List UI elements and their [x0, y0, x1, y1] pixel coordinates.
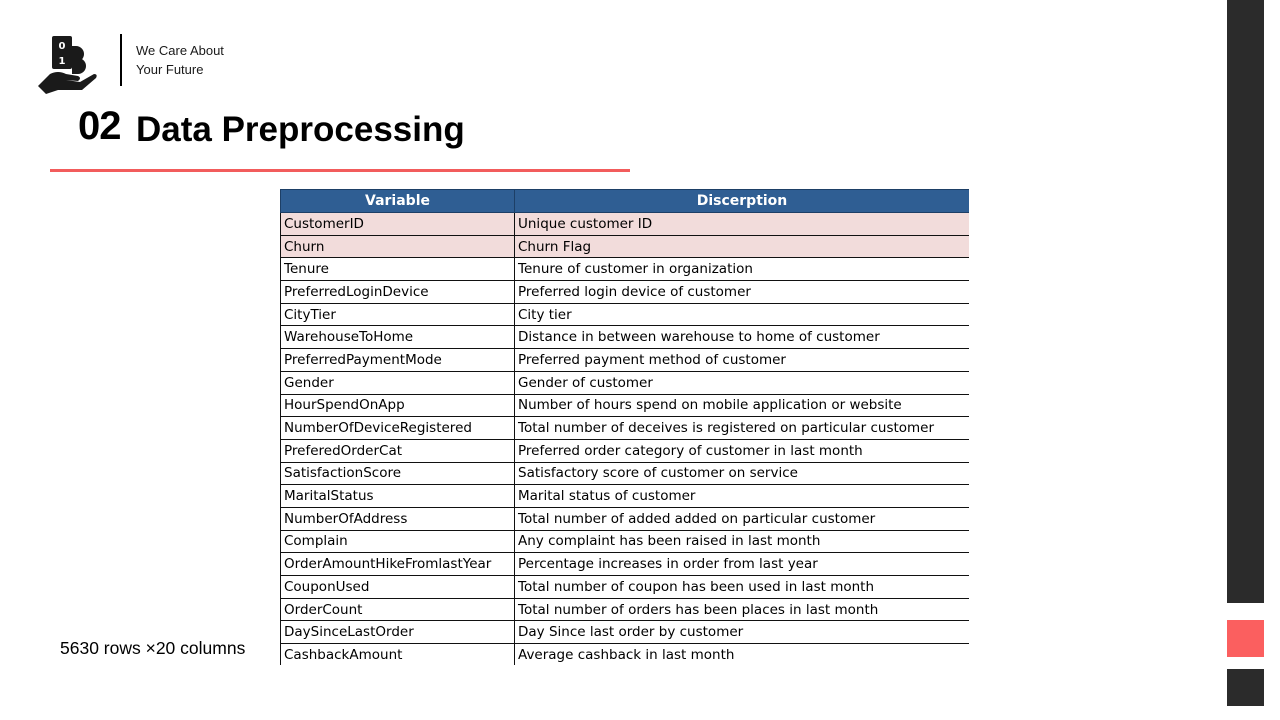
- table-row: [281, 349, 970, 372]
- column-header-variable: Variable: [281, 190, 515, 213]
- cell-variable: OrderAmountHikeFromlastYear: [281, 553, 515, 576]
- cell-description: Day Since last order by customer: [515, 621, 970, 644]
- table-row: [281, 439, 970, 462]
- cell-description: Gender of customer: [515, 371, 970, 394]
- table-row: [281, 530, 970, 553]
- table-row: [281, 621, 970, 644]
- cell-variable: CityTier: [281, 303, 515, 326]
- cell-description: Number of hours spend on mobile application or website: [515, 394, 970, 417]
- variables-table: [280, 189, 969, 665]
- cell-description: Preferred login device of customer: [515, 281, 970, 304]
- tagline-line-2: Your Future: [136, 62, 204, 77]
- dataset-size-note: 5630 rows ×20 columns: [60, 638, 246, 658]
- table-row: [281, 644, 970, 665]
- cell-description: Marital status of customer: [515, 485, 970, 508]
- cell-description: Churn Flag: [515, 235, 970, 258]
- side-bar-dark: [1227, 0, 1264, 603]
- cell-variable: NumberOfDeviceRegistered: [281, 417, 515, 440]
- cell-variable: MaritalStatus: [281, 485, 515, 508]
- cell-description: Satisfactory score of customer on service: [515, 462, 970, 485]
- table-header-row: [281, 190, 970, 213]
- cell-variable: PreferedOrderCat: [281, 439, 515, 462]
- cell-variable: NumberOfAddress: [281, 507, 515, 530]
- table-row: [281, 394, 970, 417]
- cell-variable: Tenure: [281, 258, 515, 281]
- title-underline: [50, 169, 630, 172]
- cell-description: Total number of coupon has been used in last month: [515, 576, 970, 599]
- svg-text:1: 1: [58, 56, 66, 67]
- section-number: 02: [78, 104, 121, 148]
- column-header-description: Discerption: [515, 190, 970, 213]
- cell-description: Distance in between warehouse to home of customer: [515, 326, 970, 349]
- cell-variable: PreferredPaymentMode: [281, 349, 515, 372]
- cell-description: Total number of added added on particular customer: [515, 507, 970, 530]
- cell-description: Preferred payment method of customer: [515, 349, 970, 372]
- logo-divider: [120, 34, 122, 86]
- table-row: [281, 258, 970, 281]
- table-row: [281, 326, 970, 349]
- cell-description: Total number of orders has been places in last month: [515, 598, 970, 621]
- table-row: [281, 371, 970, 394]
- cell-variable: CouponUsed: [281, 576, 515, 599]
- cell-variable: DaySinceLastOrder: [281, 621, 515, 644]
- cell-description: Tenure of customer in organization: [515, 258, 970, 281]
- table-row: [281, 462, 970, 485]
- brand-tagline: [136, 41, 224, 79]
- cell-variable: CustomerID: [281, 213, 515, 236]
- table-row: [281, 507, 970, 530]
- variables-table-container: [280, 189, 969, 665]
- cell-description: Percentage increases in order from last year: [515, 553, 970, 576]
- brand-logo-icon: [36, 34, 98, 96]
- table-row: [281, 598, 970, 621]
- cell-variable: Complain: [281, 530, 515, 553]
- table-row: [281, 553, 970, 576]
- side-square-red: [1227, 620, 1264, 657]
- table-row: [281, 303, 970, 326]
- cell-description: City tier: [515, 303, 970, 326]
- cell-variable: Churn: [281, 235, 515, 258]
- table-row: [281, 485, 970, 508]
- cell-variable: OrderCount: [281, 598, 515, 621]
- svg-text:0: 0: [58, 41, 66, 52]
- table-row: [281, 417, 970, 440]
- table-row: [281, 281, 970, 304]
- cell-variable: SatisfactionScore: [281, 462, 515, 485]
- cell-description: Preferred order category of customer in last month: [515, 439, 970, 462]
- cell-variable: Gender: [281, 371, 515, 394]
- cell-description: Unique customer ID: [515, 213, 970, 236]
- cell-variable: CashbackAmount: [281, 644, 515, 665]
- side-square-dark: [1227, 669, 1264, 706]
- table-row: [281, 235, 970, 258]
- cell-variable: WarehouseToHome: [281, 326, 515, 349]
- tagline-line-1: We Care About: [136, 43, 224, 58]
- cell-description: Total number of deceives is registered on particular customer: [515, 417, 970, 440]
- table-body: [281, 213, 970, 666]
- page-title: Data Preprocessing: [136, 110, 465, 149]
- cell-variable: HourSpendOnApp: [281, 394, 515, 417]
- cell-description: Any complaint has been raised in last month: [515, 530, 970, 553]
- cell-variable: PreferredLoginDevice: [281, 281, 515, 304]
- table-row: [281, 576, 970, 599]
- cell-description: Average cashback in last month: [515, 644, 970, 665]
- table-row: [281, 213, 970, 236]
